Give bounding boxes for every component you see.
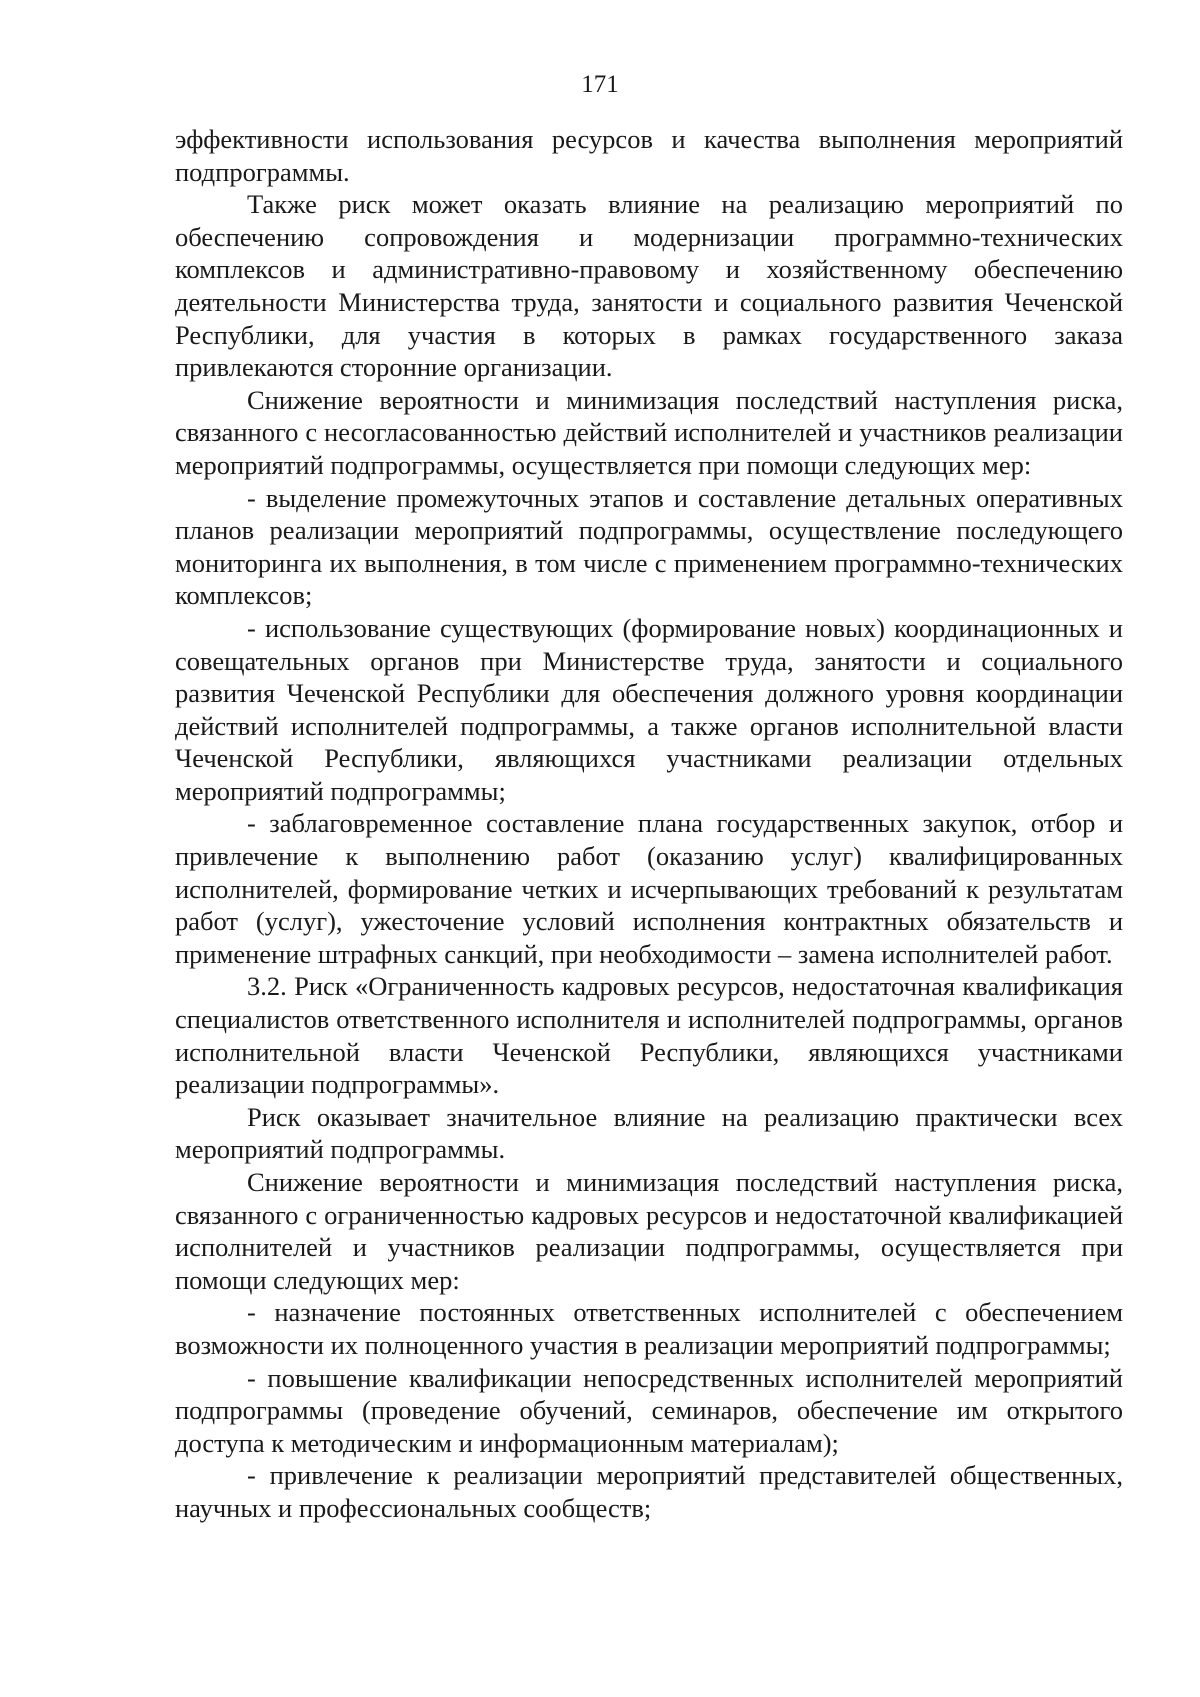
list-item-procurement-plan: - заблаговременное составление плана государственных закупок, отбор и привлечение к выполнению работ (оказанию услуг) квалифицированных исполнителей, формирование четких и исчерпывающих требований к результатам работ (услуг), ужесточение условий исполнения контрактных обязательств и применение штрафных санкций, при необходимости – замена исполнителей работ.: [175, 808, 1123, 969]
paragraph-risk-mitigation-intro: Снижение вероятности и минимизация последствий наступления риска, связанного с несогласованностью действий исполнителей и участников реализации мероприятий подпрограммы, осуществляется при помощи следующих мер:: [175, 384, 1123, 480]
list-item-permanent-executors: - назначение постоянных ответственных исполнителей с обеспечением возможности их полноценного участия в реализации мероприятий подпрограммы;: [175, 1297, 1123, 1360]
document-body: [175, 123, 1123, 1525]
paragraph-risk-3-2-heading: 3.2. Риск «Ограниченность кадровых ресурсов, недостаточная квалификация специалистов ответственного исполнителя и исполнителей подпрограммы, органов исполнительной власти Чеченской Республики, являющихся участниками реализации подпрограммы».: [175, 971, 1123, 1100]
paragraph-continuation: эффективности использования ресурсов и качества выполнения мероприятий подпрограммы.: [175, 124, 1123, 187]
paragraph-risk-influence-all: Риск оказывает значительное влияние на реализацию практически всех мероприятий подпрограммы.: [175, 1101, 1123, 1165]
list-item-coordination-bodies: - использование существующих (формирование новых) координационных и совещательных органов при Министерстве труда, занятости и социального развития Чеченской Республики для обеспечения должного уровня координации действий исполнителей подпрограммы, а также органов исполнительной власти Чеченской Республики, являющихся участниками реализации отдельных мероприятий подпрограммы;: [175, 612, 1123, 806]
paragraph-staff-risk-mitigation-intro: Снижение вероятности и минимизация последствий наступления риска, связанного с ограниченностью кадровых ресурсов и недостаточной квалификацией исполнителей и участников реализации подпрограммы, осуществляется при помощи следующих мер:: [175, 1167, 1123, 1295]
list-item-qualification-upgrade: - повышение квалификации непосредственных исполнителей мероприятий подпрограммы (проведение обучений, семинаров, обеспечение им открытого доступа к методическим и информационным материалам);: [175, 1362, 1123, 1458]
paragraph-risk-influence: Также риск может оказать влияние на реализацию мероприятий по обеспечению сопровождения и модернизации программно-технических комплексов и административно-правовому и хозяйственному обеспечению деятельности Министерства труда, занятости и социального развития Чеченской Республики, для участия в которых в рамках государственного заказа привлекаются сторонние организации.: [175, 189, 1123, 383]
list-item-community-involvement: - привлечение к реализации мероприятий представителей общественных, научных и профессиональных сообществ;: [175, 1460, 1123, 1523]
list-item-intermediate-stages: - выделение промежуточных этапов и составление детальных оперативных планов реализации мероприятий подпрограммы, осуществление последующего мониторинга их выполнения, в том числе с применением программно-технических комплексов;: [175, 482, 1123, 611]
page-number: 171: [581, 71, 619, 98]
